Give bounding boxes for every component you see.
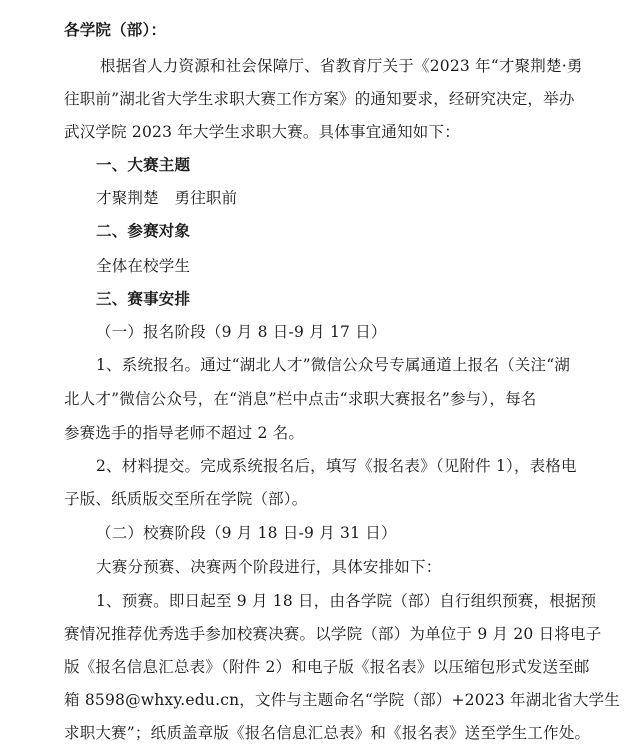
phase2-intro: 大赛分预赛、决赛两个阶段进行，具体安排如下： xyxy=(96,558,442,576)
section2-body: 全体在校学生 xyxy=(96,257,191,275)
phase1-item1-line2: 北人才”微信公众号，在“消息”栏中点击“求职大赛报名”参与），每名 xyxy=(64,390,537,408)
phase2-title: （二）校赛阶段（9 月 18 日-9 月 31 日） xyxy=(96,524,397,542)
phase1-item2-line1: 2、材料提交。完成系统报名后，填写《报名表》（见附件 1），表格电 xyxy=(96,457,577,475)
phase1-item2-line2: 子版、纸质版交至所在学院（部）。 xyxy=(64,490,308,508)
section1-heading: 一、大赛主题 xyxy=(96,155,191,174)
section2-heading: 二、参赛对象 xyxy=(96,221,191,240)
salutation: 各学院（部）： xyxy=(64,20,167,39)
intro-line-1: 根据省人力资源和社会保障厅、省教育厅关于《2023 年“才聚荆楚·勇 xyxy=(100,57,583,75)
phase2-item1-line3: 版《报名信息汇总表》（附件 2）和电子版《报名表》以压缩包形式发送至邮 xyxy=(64,658,590,676)
phase2-item1-line2: 赛情况推荐优秀选手参加校赛决赛。以学院（部）为单位于 9 月 20 日将电子 xyxy=(64,625,602,643)
section1-body: 才聚荆楚 勇往职前 xyxy=(96,189,238,207)
phase1-item1-line3: 参赛选手的指导老师不超过 2 名。 xyxy=(64,424,305,442)
phase1-title: （一）报名阶段（9 月 8 日-9 月 17 日） xyxy=(96,323,387,341)
intro-line-2: 往职前”湖北省大学生求职大赛工作方案》的通知要求，经研究决定，举办 xyxy=(64,90,575,108)
section3-heading: 三、赛事安排 xyxy=(96,289,191,308)
phase1-item1-line1: 1、系统报名。通过“湖北人才”微信公众号专属通道上报名（关注“湖 xyxy=(96,356,571,374)
phase2-item1-line5: 求职大赛”；纸质盖章版《报名信息汇总表》和《报名表》送至学生工作处。 xyxy=(64,724,591,742)
intro-line-3: 武汉学院 2023 年大学生求职大赛。具体事宜通知如下： xyxy=(64,123,460,141)
phase2-item1-line1: 1、预赛。即日起至 9 月 18 日，由各学院（部）自行组织预赛，根据预 xyxy=(96,592,597,610)
phase2-item1-line4: 箱 8598@whxy.edu.cn，文件与主题命名“学院（部）+2023 年湖北省大学生 xyxy=(64,691,620,709)
